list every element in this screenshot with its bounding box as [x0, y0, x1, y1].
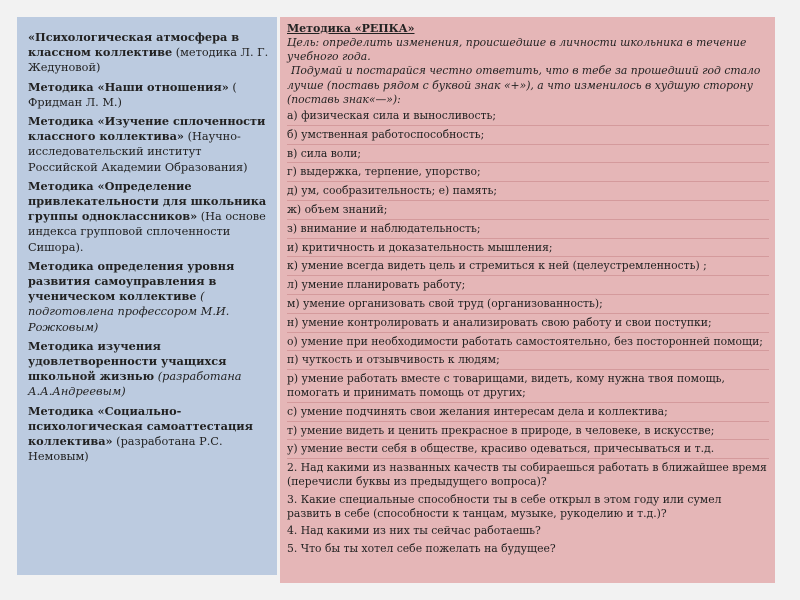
method-item — [28, 404, 269, 465]
quality-item: з) внимание и наблюдательность; — [287, 220, 769, 239]
quality-item: т) умение видеть и ценить прекрасное в природе, в человеке, в искусстве; — [287, 422, 769, 441]
method-item — [28, 114, 269, 175]
method-title: Методика «Социально-психологическая самоаттестация коллектива» — [28, 403, 254, 449]
quality-item: к) умение всегда видеть цель и стремиться к ней (целеустремленность) ; — [287, 257, 769, 276]
methods-list-panel — [17, 17, 277, 575]
quality-item: д) ум, сообразительность; е) память; — [287, 182, 769, 201]
method-title: Методика определения уровня развития самоуправления в ученическом коллективе — [28, 258, 235, 304]
quality-item: ж) объем знаний; — [287, 201, 769, 220]
method-author-italic: ( подготовлена профессором М.И. Рожковым) — [28, 290, 230, 334]
question-item: 5. Что бы ты хотел себе пожелать на будущее? — [287, 542, 556, 556]
method-author: (разработана Р.С. Немовым) — [28, 435, 223, 464]
question-item: 2. Над какими из названных качеств ты собираешься работать в ближайшее время (перечисли буквы из предыдущего вопроса)? — [287, 461, 767, 488]
method-author: (методика Л. Г. Жедуновой) — [28, 46, 269, 75]
repka-instruction: Подумай и постарайся честно ответить, что в тебе за прошедший год стало лучше (поставь рядом с буквой знак «+»), а что изменилось в худшую сторону (поставь знак«—»): — [287, 64, 761, 106]
method-item — [28, 80, 269, 110]
question-item: 3. Какие специальные способности ты в себе открыл в этом году или сумел развить в себе (способности к танцам, музыке, рукоделию и т.д.)? — [287, 492, 722, 520]
repka-method-panel — [280, 17, 775, 583]
method-item — [28, 259, 269, 335]
quality-item: н) умение контролировать и анализировать свою работу и свои поступки; — [287, 314, 769, 333]
method-item — [28, 30, 269, 76]
quality-item: и) критичность и доказательность мышления; — [287, 239, 769, 258]
question-item: 4. Над какими из них ты сейчас работаешь? — [287, 524, 541, 538]
method-title: «Психологическая атмосфера в классном коллективе — [28, 30, 240, 60]
quality-item: м) умение организовать свой труд (организованность); — [287, 295, 769, 314]
method-author-italic: (разработана А.А.Андреевым) — [28, 370, 242, 399]
method-author: (На основе индекса групповой сплоченности Сишора). — [28, 210, 266, 254]
quality-item: в) сила воли; — [287, 145, 769, 164]
quality-item: р) умение работать вместе с товарищами, видеть, кому нужна твоя помощь, помогать и принимать помощь от других; — [287, 370, 769, 403]
quality-item: о) умение при необходимости работать самостоятельно, без посторонней помощи; — [287, 333, 769, 352]
quality-item: у) умение вести себя в обществе, красиво одеваться, причесываться и т.д. — [287, 440, 769, 459]
method-author: ( Фридман Л. М.) — [28, 80, 237, 109]
quality-item: б) умственная работоспособность; — [287, 126, 769, 145]
method-title: Методика «Определение привлекательности для школьника группы одноклассников» — [28, 178, 267, 224]
quality-item: с) умение подчинять свои желания интересам дела и коллектива; — [287, 403, 769, 422]
quality-item: г) выдержка, терпение, упорство; — [287, 163, 769, 182]
repka-title: Методика «РЕПКА» — [287, 22, 415, 35]
method-item — [28, 179, 269, 255]
quality-item: п) чуткость и отзывчивость к людям; — [287, 351, 769, 370]
method-title: Методика «Изучение сплоченности классного коллектива» — [28, 114, 266, 144]
repka-goal: Цель: определить изменения, происшедшие в личности школьника в течение учебного года. — [287, 36, 747, 64]
quality-item: а) физическая сила и выносливость; — [287, 107, 769, 126]
method-author: (Научно-исследовательский институт Российской Академии Образования) — [28, 130, 248, 174]
quality-item: л) умение планировать работу; — [287, 276, 769, 295]
method-title: Методика «Наши отношения» — [28, 79, 229, 94]
method-item — [28, 339, 269, 400]
method-title: Методика изучения удовлетворенности учащихся школьной жизнью — [28, 338, 227, 384]
